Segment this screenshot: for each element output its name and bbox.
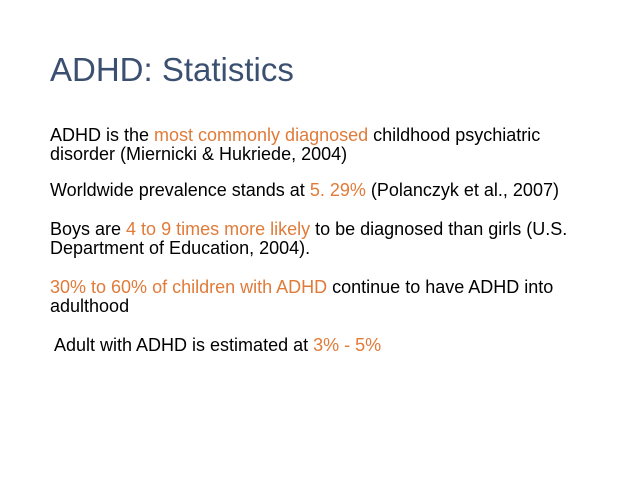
bullet-4-text-a: continue to have ADHD into adulthood bbox=[50, 277, 554, 316]
bullet-3-highlight: 4 to 9 times more likely bbox=[126, 219, 311, 239]
bullet-5-highlight: 3% - 5% bbox=[313, 335, 382, 355]
bullet-5 bbox=[50, 336, 610, 355]
bullet-4-highlight: 30% to 60% of children with ADHD bbox=[50, 277, 328, 297]
slide-title: ADHD: Statistics bbox=[50, 51, 294, 88]
bullet-1-text-b: childhood psychiatric disorder (Miernicki & Hukriede, 2004) bbox=[50, 125, 541, 164]
bullet-3-text-b: to be diagnosed than girls (U.S. Department of Education, 2004). bbox=[50, 219, 568, 258]
bullet-3 bbox=[50, 220, 610, 258]
bullet-4 bbox=[50, 278, 610, 316]
bullet-1-text-a: ADHD is the bbox=[50, 125, 155, 145]
bullet-1-highlight: most commonly diagnosed bbox=[154, 125, 369, 145]
bullet-list bbox=[50, 126, 610, 355]
bullet-2-text-a: Worldwide prevalence stands at bbox=[50, 180, 310, 200]
bullet-1 bbox=[50, 126, 610, 164]
bullet-5-text-a: Adult with ADHD is estimated at bbox=[54, 335, 314, 355]
bullet-3-text-a: Boys are bbox=[50, 219, 127, 239]
bullet-2 bbox=[50, 181, 610, 200]
bullet-2-highlight: 5. 29% bbox=[309, 180, 366, 200]
bullet-2-text-b: (Polanczyk et al., 2007) bbox=[365, 180, 559, 200]
